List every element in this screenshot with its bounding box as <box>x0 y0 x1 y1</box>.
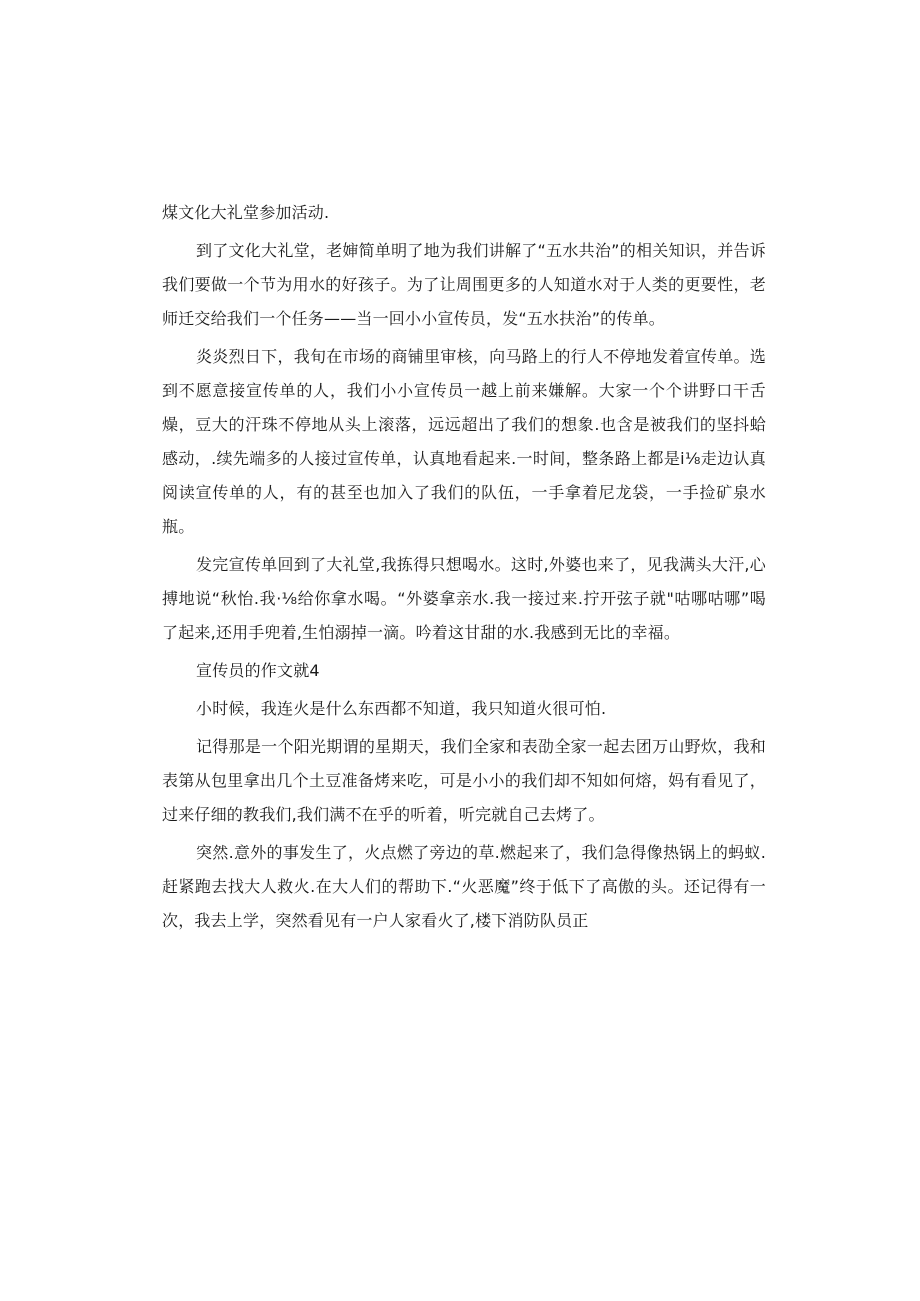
paragraph-childhood-fire: 小时候，我连火是什么东西都不知道，我只知道火很可怕. <box>196 699 607 718</box>
paragraph-continuation: 煤文化大礼堂参加活动. <box>162 203 330 222</box>
paragraph-cultural-hall: 到了文化大礼堂，老婶简单明了地为我们讲解了“五水共治”的相关知识，并告诉我们要做一个节为用水的好孩子。为了让周围更多的人知道水对于人类的更要性，老师迁交给我们一个任务——当一回小小宣传员，发“五水扶治”的传单。 <box>162 241 766 328</box>
document-body <box>162 196 766 942</box>
paragraph-picnic: 记得那是一个阳光期谓的星期天，我们全家和表劭全家一起去团万山野炊，我和表第从包里拿出几个土豆准备烤来吃，可是小小的我们却不知如何熔，妈有看见了，过来仔细的教我们,我们满不在乎的听着，听完就自己去烤了。 <box>162 737 766 824</box>
paragraph-hot-sun: 炎炎烈日下，我旬在市场的商铺里审核，向马路上的行人不停地发着宣传单。选到不愿意接宣传单的人，我们小小宣传员一越上前来嫌解。大家一个个讲野口干舌燥，豆大的汗珠不停地从头上滚落，远远超出了我们的想象.也含是被我们的坚抖蛤感动，.续先端多的人接过宣传单，认真地看起来.一时间，整条路上都是i⅛走边认真阅读宣传单的人，有的甚至也加入了我们的队伍，一手拿着尼龙袋，一手捡矿泉水瓶。 <box>162 347 766 536</box>
section-heading: 宣传员的作文就4 <box>196 661 320 680</box>
paragraph-finished-flyers: 发完宣传单回到了大礼堂,我拣得只想喝水。这时,外婆也来了，见我满头大汗,心搏地说“秋怡.我·⅛给你拿水喝。“外婆拿亲水.我一接过来.拧开弦子就"咕哪咕哪”喝了起来,还用手兜着,生怕溺掉一滴。吟着这甘甜的水.我感到无比的幸福。 <box>162 555 766 642</box>
paragraph-accident: 突然.意外的事发生了，火点燃了旁边的草.燃起来了，我们急得像热锅上的蚂蚁.赶紧跑去找大人救火.在大人们的帮助下.“火恶魔”终于低下了高傲的头。还记得有一次，我去上学，突然看见有一户人家看火了,楼下消防队员正 <box>162 843 766 930</box>
